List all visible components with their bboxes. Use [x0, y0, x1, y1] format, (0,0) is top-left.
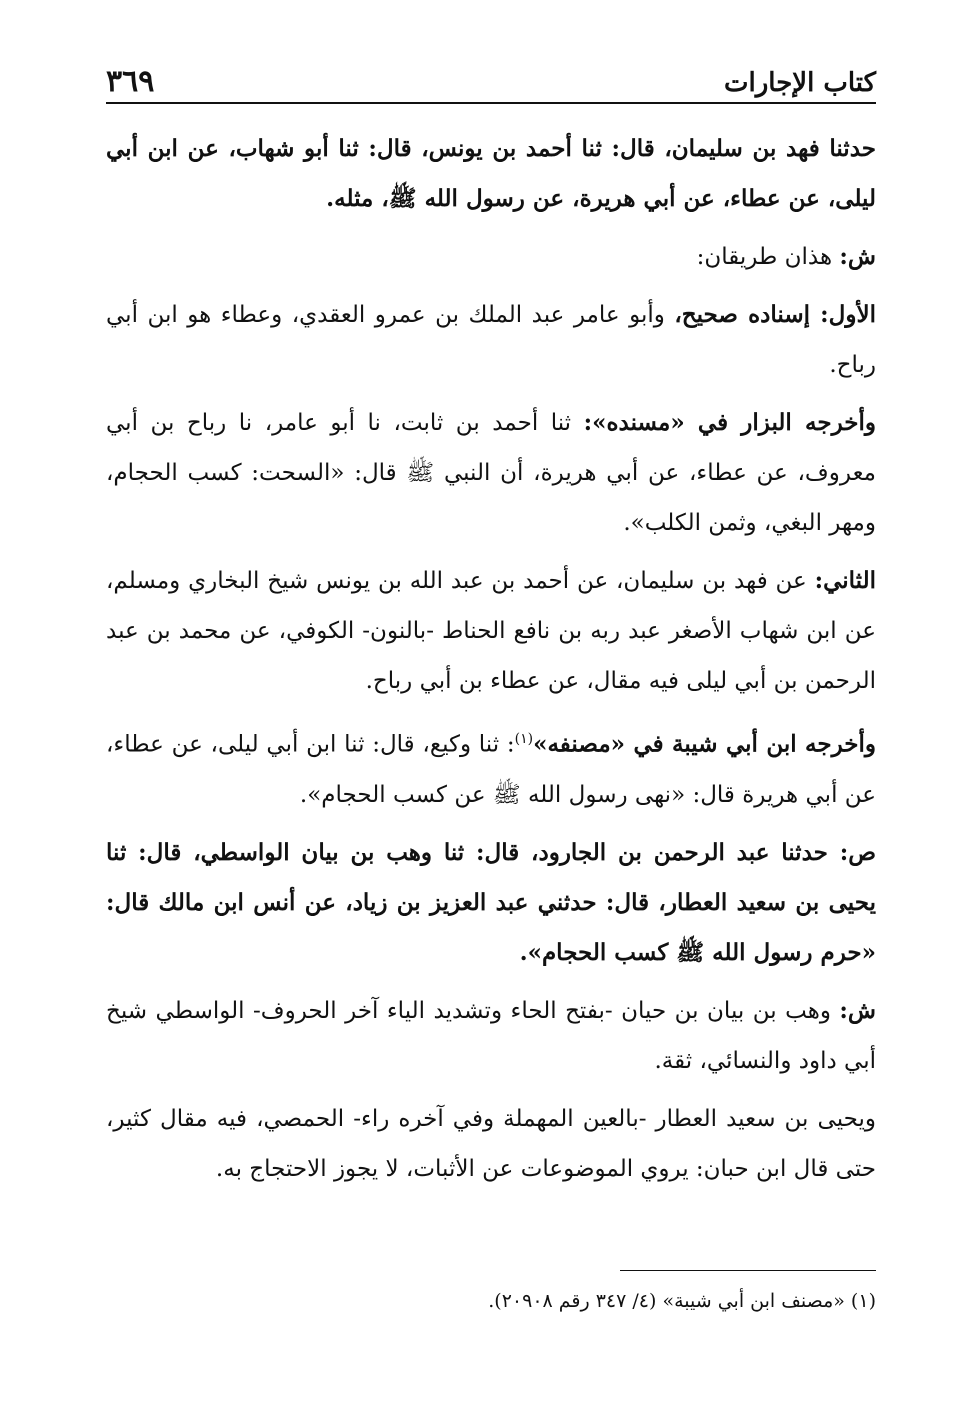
paragraph — [106, 556, 876, 706]
paragraph-text: عن فهد بن سليمان، عن أحمد بن عبد الله بن يونس شيخ البخاري ومسلم، عن ابن شهاب الأصغر عبد ربه بن نافع الحناط -بالنون- الكوفي، عن محمد بن عبد الرحمن بن أبي ليلى فيه مقال، عن عطاء بن أبي رباح. — [106, 568, 876, 694]
paragraph-text: : ثنا وكيع، قال: ثنا ابن أبي ليلى، عن عطاء، عن أبي هريرة قال: «نهى رسول الله ﷺ عن كسب الحجام». — [106, 731, 876, 808]
paragraph-lead: الثاني: — [814, 567, 876, 594]
footnote-divider — [620, 1270, 876, 1271]
book-title: كتاب الإجارات — [724, 68, 876, 98]
paragraph-text: وأبو عامر عبد الملك بن عمرو العقدي، وعطاء هو ابن أبي رباح. — [106, 302, 876, 378]
paragraph-lead: ش: — [839, 243, 876, 270]
paragraph — [106, 986, 876, 1086]
paragraph-lead: ص: — [839, 838, 876, 866]
body-text — [106, 124, 876, 1194]
paragraph-lead: وأخرجه البزار في «مسنده»: — [583, 409, 876, 436]
paragraph-lead: ش: — [839, 996, 876, 1024]
paragraph-lead: وأخرجه ابن أبي شيبة في «مصنفه» — [533, 730, 877, 758]
paragraph-text: ثنا أحمد بن ثابت، نا أبو عامر، نا رباح بن أبي معروف، عن عطاء، عن أبي هريرة، أن النبي ﷺ قال: «السحت: كسب الحجام، ومهر البغي، وثمن الكلب». — [106, 410, 876, 536]
paragraph-text: حدثنا عبد الرحمن بن الجارود، قال: ثنا وهب بن بيان الواسطي، قال: ثنا يحيى بن سعيد العطار، قال: حدثني عبد العزيز بن زياد، عن أنس ابن مالك قال: «حرم رسول الله ﷺ كسب الحجام». — [106, 838, 876, 966]
paragraph — [106, 290, 876, 390]
paragraph — [106, 1094, 876, 1194]
paragraph-text: هذان طريقان: — [696, 244, 840, 270]
page-header — [106, 58, 876, 104]
paragraph — [106, 232, 876, 282]
paragraph — [106, 124, 876, 224]
paragraph-text: حدثنا فهد بن سليمان، قال: ثنا أحمد بن يونس، قال: ثنا أبو شهاب، عن ابن أبي ليلى، عن عطاء، عن أبي هريرة، عن رسول الله ﷺ، مثله. — [106, 135, 876, 212]
paragraph-lead: الأول: إسناده صحيح، — [674, 301, 876, 328]
paragraph — [106, 714, 876, 820]
paragraph-text: وهب بن بيان بن حيان -بفتح الحاء وتشديد الياء آخر الحروف- الواسطي شيخ أبي داود والنسائي، ثقة. — [106, 997, 876, 1074]
paragraph — [106, 828, 876, 978]
footnote-reference[interactable]: (١) — [514, 731, 534, 747]
page-number: ٣٦٩ — [106, 64, 155, 99]
page — [106, 58, 876, 1358]
paragraph-text: ويحيى بن سعيد العطار -بالعين المهملة وفي آخره راء- الحمصي، فيه مقال كثير، حتى قال ابن حبان: يروي الموضوعات عن الأثبات، لا يجوز الاحتجاج به. — [106, 1105, 876, 1182]
footnote: (١) «مصنف ابن أبي شيبة» (٤/ ٣٤٧ رقم ٢٠٩٠٨). — [488, 1290, 876, 1312]
paragraph — [106, 398, 876, 548]
